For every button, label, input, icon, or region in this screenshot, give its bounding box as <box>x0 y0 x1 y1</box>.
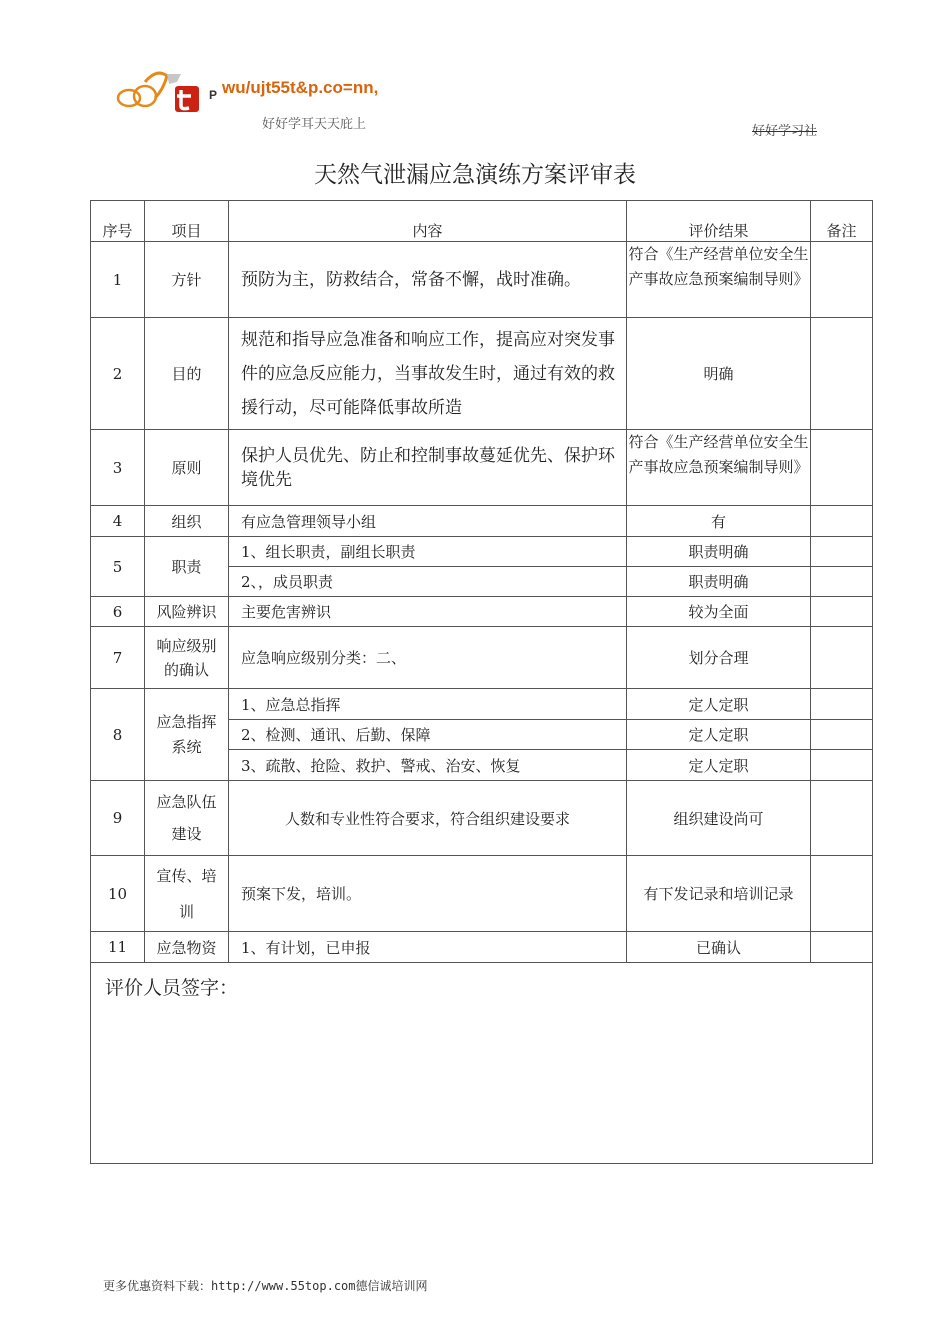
row-result: 已确认 <box>627 932 811 963</box>
signature-label: 评价人员签字： <box>91 963 873 1164</box>
row-content: 人数和专业性符合要求，符合组织建设要求 <box>229 781 627 856</box>
row-no: 5 <box>91 537 145 597</box>
row-remark <box>811 430 873 506</box>
row-result: 划分合理 <box>627 627 811 689</box>
header-right-text: 好好学习社 <box>752 124 818 139</box>
table-row <box>91 537 873 567</box>
row-content: 应急响应级别分类：二、 <box>229 627 627 689</box>
row-remark <box>811 689 873 720</box>
table-header-row <box>91 201 873 242</box>
row-no: 11 <box>91 932 145 963</box>
header-content: 内容 <box>229 201 627 242</box>
row-content: 主要危害辨识 <box>229 597 627 627</box>
row-remark <box>811 750 873 781</box>
row-remark <box>811 597 873 627</box>
row-content: 保护人员优先、防止和控制事故蔓延优先、保护环境优先 <box>229 430 627 506</box>
table-row <box>91 689 873 720</box>
row-result: 明确 <box>627 318 811 430</box>
row-content: 2、检测、通讯、后勤、保障 <box>229 720 627 750</box>
row-no: 10 <box>91 856 145 932</box>
logo-slogan: 好好学耳天天庇上 <box>262 117 367 132</box>
row-no: 8 <box>91 689 145 781</box>
row-content: 有应急管理领导小组 <box>229 506 627 537</box>
row-result: 有 <box>627 506 811 537</box>
row-no: 1 <box>91 242 145 318</box>
header-no: 序号 <box>91 201 145 242</box>
company-logo <box>115 68 205 118</box>
row-remark <box>811 567 873 597</box>
review-table <box>90 200 873 1164</box>
row-no: 3 <box>91 430 145 506</box>
row-result: 定人定职 <box>627 750 811 781</box>
row-content: 预防为主，防救结合，常备不懈，战时准确。 <box>229 242 627 318</box>
row-result: 定人定职 <box>627 720 811 750</box>
row-content: 1、组长职责，副组长职责 <box>229 537 627 567</box>
row-no: 2 <box>91 318 145 430</box>
row-remark <box>811 242 873 318</box>
row-remark <box>811 627 873 689</box>
table-row <box>91 506 873 537</box>
page-title: 天然气泄漏应急演练方案评审表 <box>314 162 636 188</box>
header-result: 评价结果 <box>627 201 811 242</box>
row-result: 组织建设尚可 <box>627 781 811 856</box>
row-remark <box>811 720 873 750</box>
signature-row <box>91 963 873 1164</box>
row-remark <box>811 537 873 567</box>
row-no: 6 <box>91 597 145 627</box>
table-row <box>91 856 873 932</box>
row-content: 2、，成员职责 <box>229 567 627 597</box>
header-item: 项目 <box>145 201 229 242</box>
table-row <box>91 242 873 318</box>
row-remark <box>811 506 873 537</box>
row-item: 宣传、培训 <box>145 856 229 932</box>
row-item: 职责 <box>145 537 229 597</box>
p-mark: P <box>209 88 218 102</box>
row-result: 有下发记录和培训记录 <box>627 856 811 932</box>
footer-download-text: 更多优惠资料下载：http://www.55top.com德信诚培训网 <box>103 1279 428 1293</box>
row-result: 定人定职 <box>627 689 811 720</box>
row-content: 预案下发，培训。 <box>229 856 627 932</box>
row-item: 应急物资 <box>145 932 229 963</box>
logo-url-text: wu/ujt55t&p.co=nn, <box>222 78 379 97</box>
row-no: 4 <box>91 506 145 537</box>
row-content: 1、应急总指挥 <box>229 689 627 720</box>
row-result: 较为全面 <box>627 597 811 627</box>
row-result: 符合《生产经营单位安全生产事故应急预案编制导则》 <box>627 430 811 506</box>
row-result: 职责明确 <box>627 537 811 567</box>
row-remark <box>811 856 873 932</box>
table-row <box>91 781 873 856</box>
row-item: 响应级别的确认 <box>145 627 229 689</box>
row-item: 应急指挥系统 <box>145 689 229 781</box>
table-row <box>91 430 873 506</box>
row-remark <box>811 932 873 963</box>
row-content: 规范和指导应急准备和响应工作，提高应对突发事件的应急反应能力，当事故发生时，通过有效的救援行动，尽可能降低事故所造 <box>229 318 627 430</box>
table-row <box>91 627 873 689</box>
row-content: 3、疏散、抢险、救护、警戒、治安、恢复 <box>229 750 627 781</box>
row-content: 1、有计划，已申报 <box>229 932 627 963</box>
row-item: 目的 <box>145 318 229 430</box>
row-remark <box>811 781 873 856</box>
row-result: 职责明确 <box>627 567 811 597</box>
row-item: 风险辨识 <box>145 597 229 627</box>
row-no: 9 <box>91 781 145 856</box>
table-row <box>91 932 873 963</box>
table-row <box>91 597 873 627</box>
row-item: 应急队伍建设 <box>145 781 229 856</box>
row-result: 符合《生产经营单位安全生产事故应急预案编制导则》 <box>627 242 811 318</box>
row-no: 7 <box>91 627 145 689</box>
row-item: 原则 <box>145 430 229 506</box>
row-remark <box>811 318 873 430</box>
table-row <box>91 318 873 430</box>
row-item: 方针 <box>145 242 229 318</box>
row-item: 组织 <box>145 506 229 537</box>
header-remark: 备注 <box>811 201 873 242</box>
